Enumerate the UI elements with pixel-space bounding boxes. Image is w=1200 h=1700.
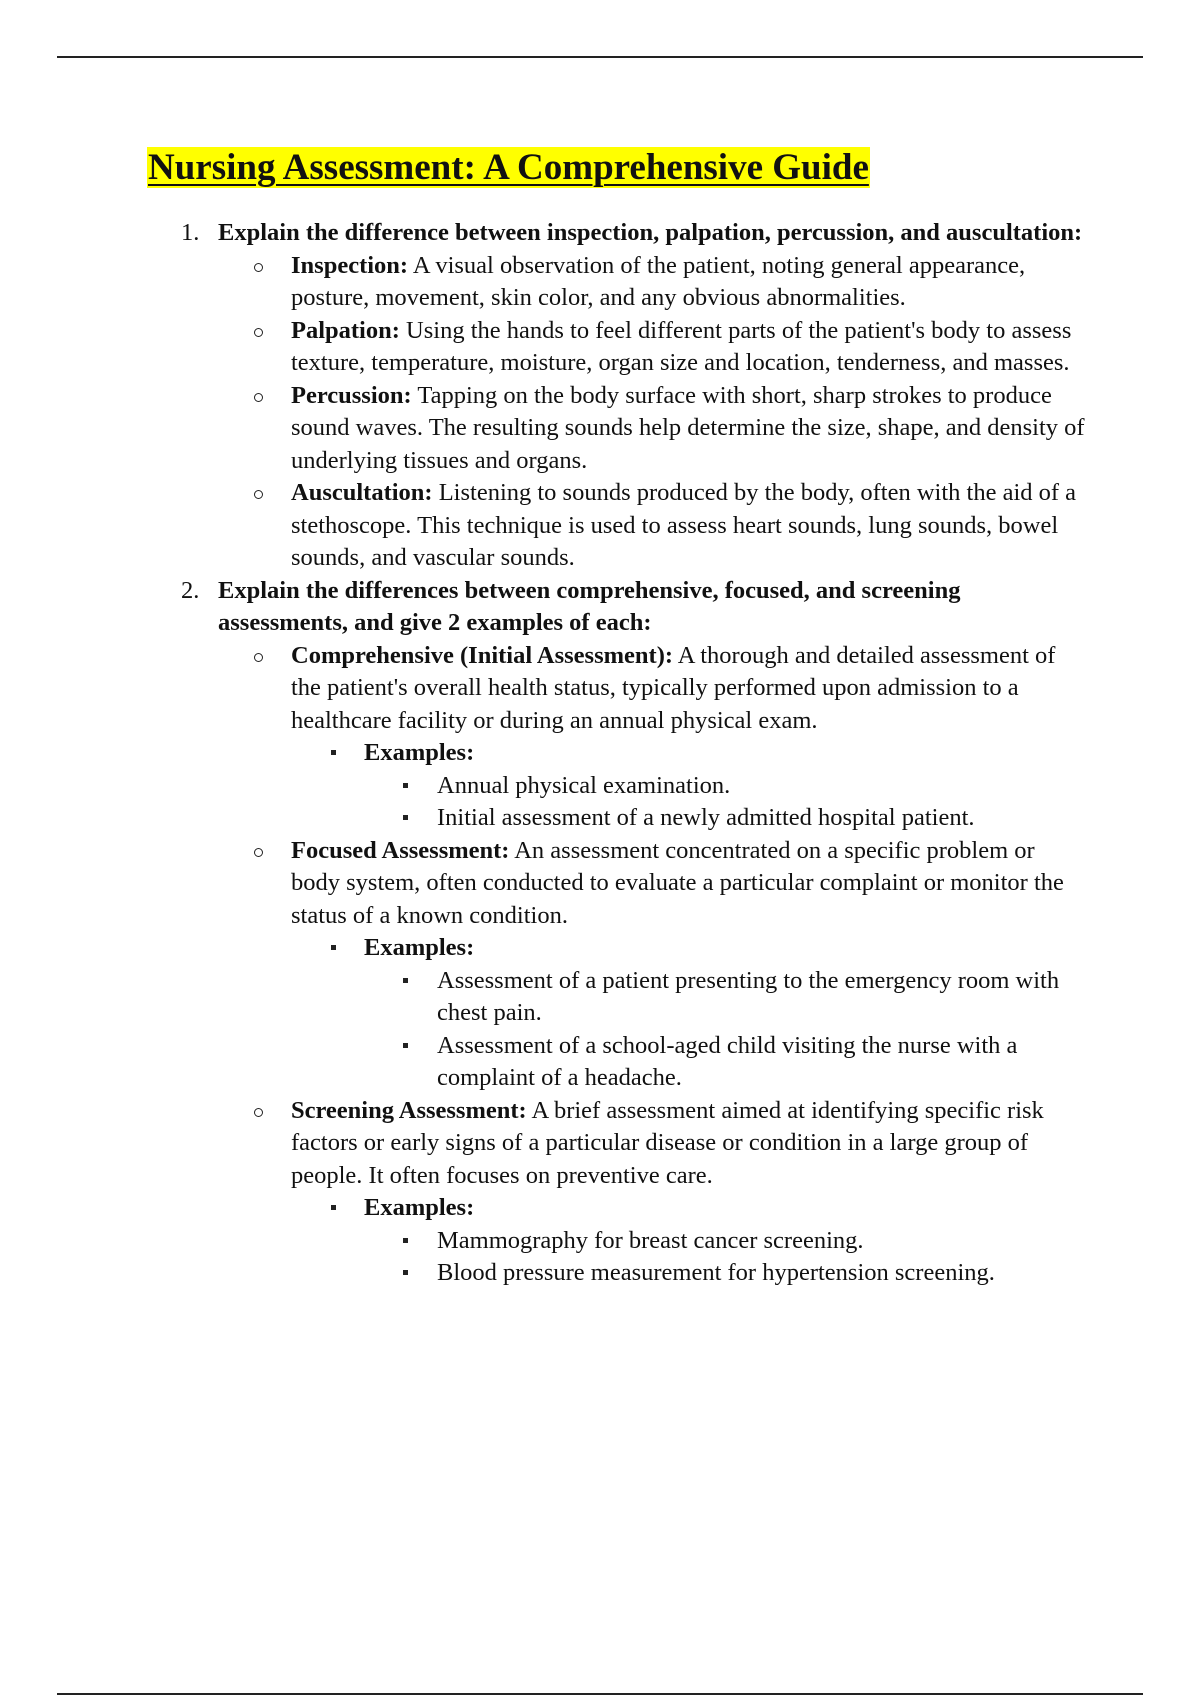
hollow-circle-bullet-icon: [254, 653, 263, 662]
term-definition: A brief assessment aimed at identifying specific risk factors or early signs of a particular disease or condition in a large group of people. It often focuses on preventive care.: [291, 1096, 1044, 1189]
hollow-circle-bullet-icon: [254, 490, 263, 499]
list-item-palpation: [0, 315, 1200, 380]
footer-rule: [57, 1693, 1143, 1695]
list-item-inspection: [0, 250, 1200, 315]
square-bullet-icon: [331, 945, 336, 950]
term-definition: A thorough and detailed assessment of the patient's overall health status, typically performed upon admission to a healthcare facility or during an annual physical exam.: [291, 641, 1056, 734]
hollow-circle-bullet-icon: [254, 263, 263, 272]
examples-heading: Examples:: [0, 1192, 1200, 1225]
term-label: Screening Assessment:: [291, 1096, 527, 1124]
term-definition: Listening to sounds produced by the body, often with the aid of a stethoscope. This technique is used to assess heart sounds, lung sounds, bowel sounds, and vascular sounds.: [291, 479, 1077, 571]
document-body: [0, 217, 1200, 1290]
hollow-circle-bullet-icon: [254, 848, 263, 857]
examples-heading: Examples:: [0, 932, 1200, 965]
document-title: Nursing Assessment: A Comprehensive Guide: [148, 147, 869, 188]
question-1: [0, 217, 1200, 250]
list-item-percussion: [0, 380, 1200, 478]
square-bullet-icon: [403, 815, 408, 820]
example-item: Assessment of a school-aged child visiting the nurse with a complaint of a headache.: [0, 1030, 1200, 1095]
list-item-auscultation: [0, 477, 1200, 575]
example-item: Assessment of a patient presenting to the emergency room with chest pain.: [0, 965, 1200, 1030]
square-bullet-icon: [331, 750, 336, 755]
term-definition: An assessment concentrated on a specific problem or body system, often conducted to evaluate a particular complaint or monitor the status of a known condition.: [291, 836, 1064, 929]
square-bullet-icon: [403, 1270, 408, 1275]
example-item: Annual physical examination.: [0, 770, 1200, 803]
term-label: Palpation:: [291, 316, 400, 344]
term-label: Percussion:: [291, 381, 412, 409]
question-text: Explain the difference between inspection, palpation, percussion, and auscultation:: [218, 219, 1083, 246]
example-item: Mammography for breast cancer screening.: [0, 1225, 1200, 1258]
term-label: Focused Assessment:: [291, 836, 510, 864]
hollow-circle-bullet-icon: [254, 1108, 263, 1117]
header-rule: [57, 56, 1143, 58]
list-item-screening: [0, 1095, 1200, 1193]
term-definition: A visual observation of the patient, noting general appearance, posture, movement, skin color, and any obvious abnormalities.: [291, 251, 1026, 311]
square-bullet-icon: [403, 1238, 408, 1243]
square-bullet-icon: [403, 978, 408, 983]
example-item: Initial assessment of a newly admitted hospital patient.: [0, 802, 1200, 835]
example-item: Blood pressure measurement for hypertension screening.: [0, 1257, 1200, 1290]
term-label: Auscultation:: [291, 479, 433, 506]
question-number: 2.: [181, 576, 200, 604]
examples-heading: Examples:: [0, 737, 1200, 770]
question-number: 1.: [181, 219, 200, 246]
question-text: Explain the differences between comprehensive, focused, and screening assessments, and give 2 examples of each:: [218, 576, 961, 636]
hollow-circle-bullet-icon: [254, 328, 263, 337]
term-definition: Tapping on the body surface with short, sharp strokes to produce sound waves. The resulting sounds help determine the size, shape, and density of underlying tissues and organs.: [291, 381, 1085, 474]
square-bullet-icon: [331, 1205, 336, 1210]
term-label: Inspection:: [291, 251, 409, 279]
term-definition: Using the hands to feel different parts of the patient's body to assess texture, temperature, moisture, organ size and location, tenderness, and masses.: [291, 316, 1072, 376]
question-2: [0, 575, 1200, 640]
term-label: Comprehensive (Initial Assessment):: [291, 641, 674, 669]
hollow-circle-bullet-icon: [254, 393, 263, 402]
square-bullet-icon: [403, 1043, 408, 1048]
list-item-focused: [0, 835, 1200, 933]
list-item-comprehensive: [0, 640, 1200, 738]
square-bullet-icon: [403, 783, 408, 788]
